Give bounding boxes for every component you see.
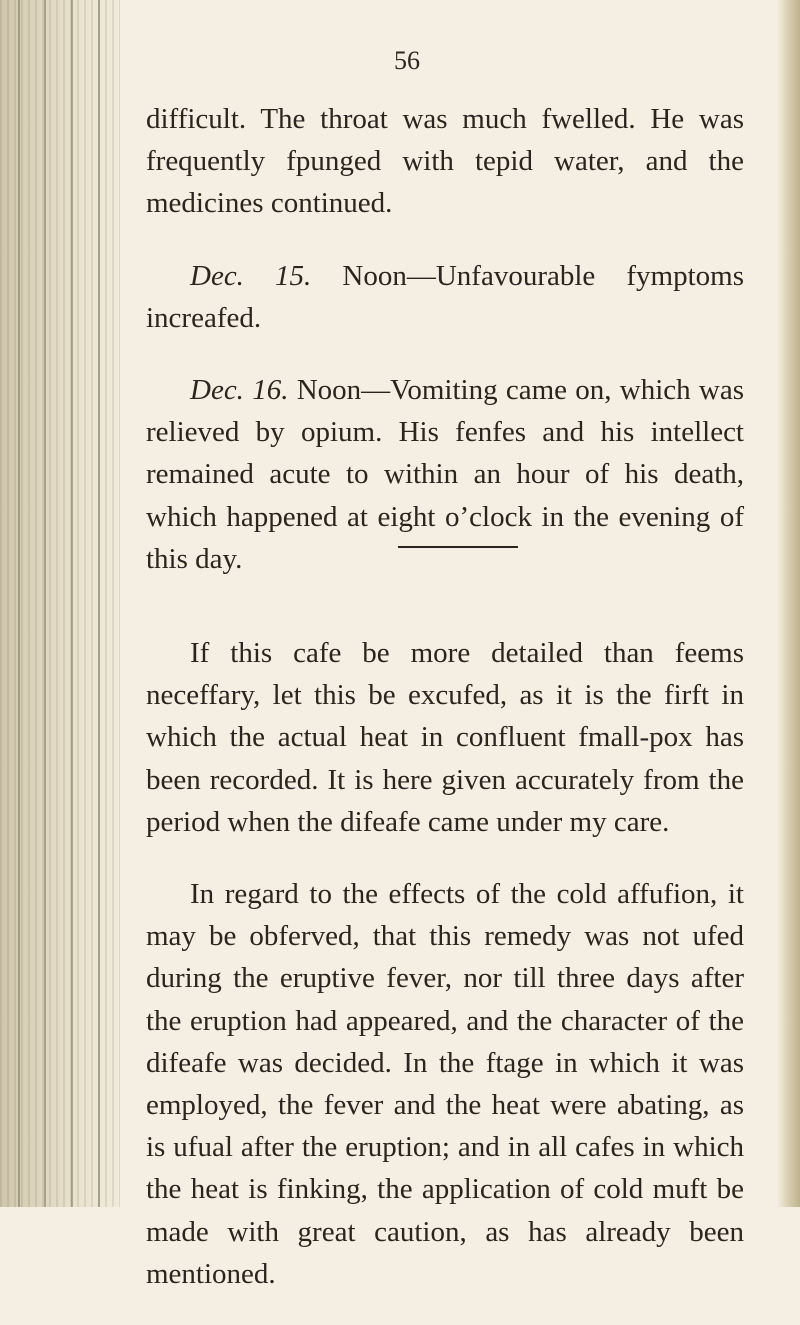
gutter-line [98,0,100,1207]
entry-text: Noon—Unfavourable fymptoms increafed. [146,259,744,334]
diary-entry-dec-16 [146,369,744,580]
page-body [146,98,744,1325]
entry-date: Dec. 16. [190,374,289,407]
paragraph-continued: difficult. The throat was much fwelled. He was frequently fpunged with tepid water, and the medicines continued. [146,103,744,220]
diary-entry-dec-15 [146,255,744,339]
gutter-line [44,0,46,1207]
paragraph-cold-affusion: In regard to the effects of the cold affufion, it may be obferved, that this remedy was not ufed during the eruptive fever, nor till three days after the eruption had appeared, and the character of the difeafe was decided. In the ftage in which it was employed, the fever and the heat were abating, as is ufual after the eruption; and in all cafes in which the heat is finking, the application of cold muft be made with great caution, as has already been mentioned. [146,878,744,1290]
entry-text: Noon—Vomiting came on, which was relieved by opium. His fenfes and his intellect remained acute to within an hour of his death, which happened at eight o’clock in the evening of this day. [146,374,745,575]
gutter-line [71,0,73,1207]
paragraph-case-note: If this cafe be more detailed than feems neceffary, let this be excufed, as it is the firft in which the actual heat in confluent fmall-pox has been recorded. It is here given accurately from the period when the difeafe came under my care. [146,637,744,838]
page-edge [778,0,800,1207]
page-number: 56 [394,46,420,75]
gutter-line [18,0,20,1207]
section-divider [398,546,518,548]
entry-date: Dec. 15. [190,259,312,292]
